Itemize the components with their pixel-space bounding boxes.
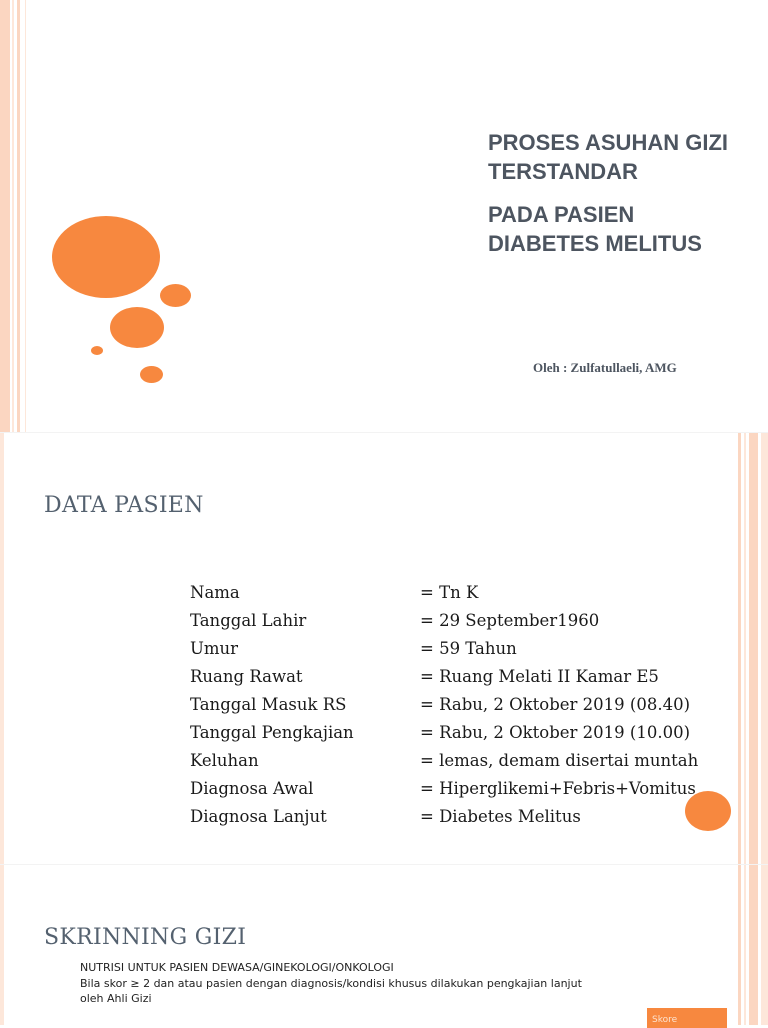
decor-circle (140, 366, 163, 383)
row-label: Keluhan (190, 751, 259, 770)
section-heading: DATA PASIEN (44, 493, 204, 518)
row-label: Tanggal Masuk RS (190, 695, 347, 714)
presentation-title (488, 128, 763, 258)
right-stripe (761, 433, 768, 865)
decor-circle-small (91, 346, 103, 355)
right-stripe (749, 865, 758, 1025)
slide-title (0, 0, 768, 432)
title-line: DIABETES MELITUS (488, 231, 702, 256)
decor-circle (160, 284, 191, 307)
score-tag: Skore (647, 1008, 727, 1028)
right-stripe (749, 433, 758, 865)
row-value: = 29 September1960 (420, 611, 600, 630)
right-stripe (761, 865, 768, 1025)
left-stripe-line (17, 0, 20, 432)
right-stripe (744, 433, 746, 865)
row-value: = Ruang Melati II Kamar E5 (420, 667, 659, 686)
row-label: Ruang Rawat (190, 667, 303, 686)
right-stripe (738, 865, 741, 1025)
title-line: TERSTANDAR (488, 159, 638, 184)
row-label: Diagnosa Awal (190, 779, 314, 798)
row-value: = 59 Tahun (420, 639, 517, 658)
row-label: Tanggal Lahir (190, 611, 307, 630)
row-value: = lemas, demam disertai muntah (420, 751, 699, 770)
screening-note: Bila skor ≥ 2 dan atau pasien dengan diagnosis/kondisi khusus dilakukan pengkajian lanjut (80, 977, 582, 990)
title-line: PROSES ASUHAN GIZI (488, 130, 728, 155)
section-heading: SKRINNING GIZI (44, 925, 247, 950)
screening-note: oleh Ahli Gizi (80, 992, 152, 1005)
row-label: Nama (190, 583, 240, 602)
row-value: = Tn K (420, 583, 479, 602)
left-stripe-line (12, 0, 14, 432)
slide-skrinning-gizi (0, 864, 768, 1025)
left-stripe-line (25, 0, 26, 432)
author: Oleh : Zulfatullaeli, AMG (533, 360, 677, 375)
row-value: = Hiperglikemi+Febris+Vomitus (420, 779, 696, 798)
row-label: Umur (190, 639, 239, 658)
left-edge-stripe (0, 865, 4, 1025)
decor-circle (110, 307, 164, 348)
row-value: = Rabu, 2 Oktober 2019 (08.40) (420, 695, 691, 714)
row-label: Tanggal Pengkajian (190, 723, 354, 742)
title-line: PADA PASIEN (488, 202, 635, 227)
row-value: = Diabetes Melitus (420, 807, 581, 826)
slide-data-pasien (0, 432, 768, 865)
row-label: Diagnosa Lanjut (190, 807, 327, 826)
screening-title: NUTRISI UNTUK PASIEN DEWASA/GINEKOLOGI/ONKOLOGI (80, 961, 394, 974)
right-stripe (744, 865, 746, 1025)
right-stripe (738, 433, 741, 865)
row-value: = Rabu, 2 Oktober 2019 (10.00) (420, 723, 691, 742)
left-stripe (0, 0, 10, 432)
decor-circle-large (52, 216, 160, 298)
left-edge-stripe (0, 433, 4, 865)
